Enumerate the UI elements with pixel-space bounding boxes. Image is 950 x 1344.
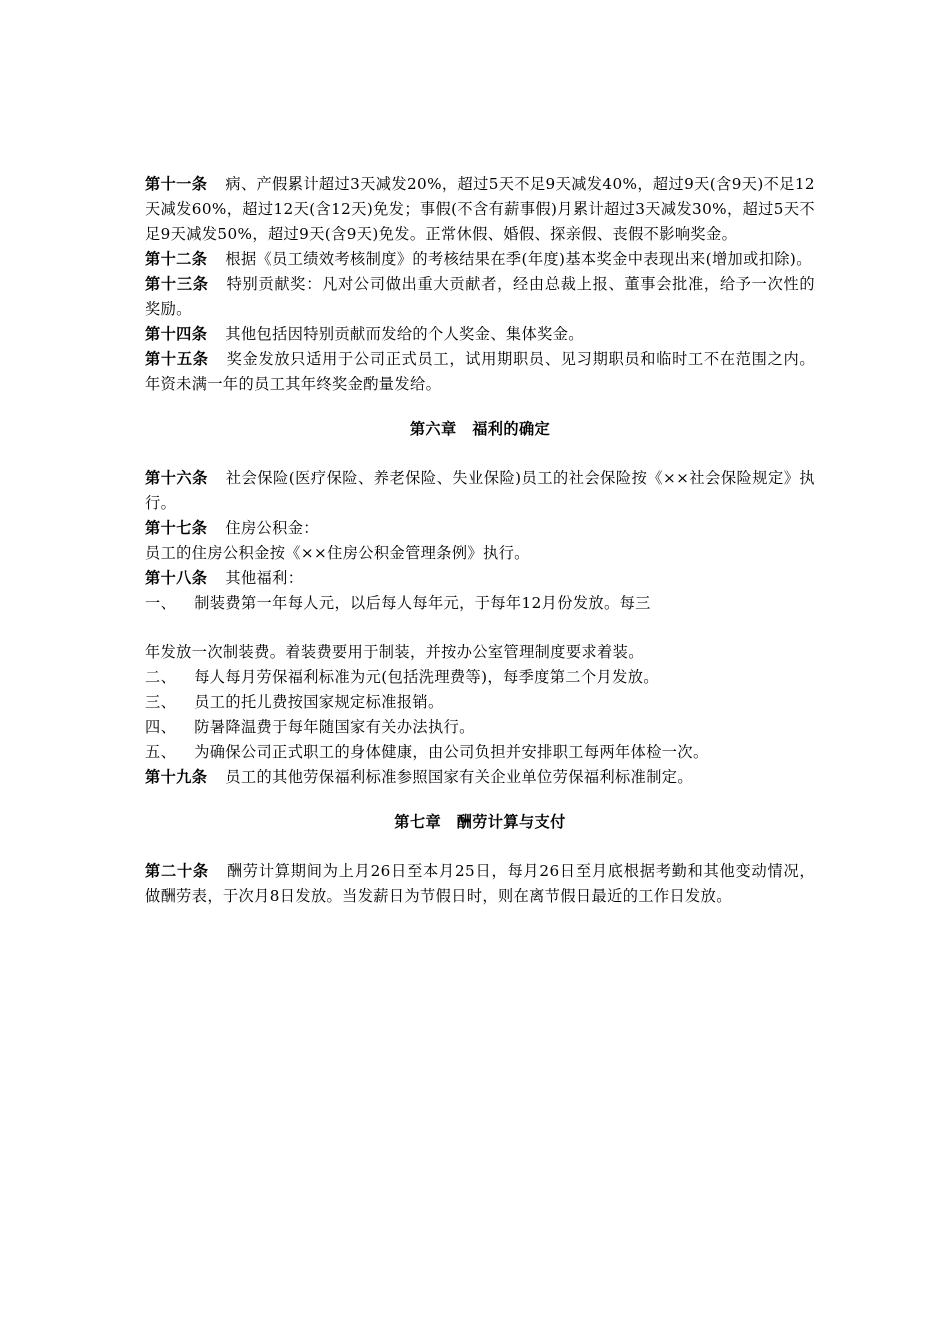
article-13 [145, 272, 815, 322]
article-15 [145, 347, 815, 397]
welfare-item-1 [145, 591, 815, 616]
article-text: 酬劳计算期间为上月26日至本月25日，每月26日至月底根据考勤和其他变动情况，做酬劳表，于次月8日发放。当发薪日为节假日时，则在离节假日最近的工作日发放。 [145, 862, 816, 905]
welfare-item-3 [145, 690, 815, 715]
article-label: 第十八条 [145, 569, 208, 587]
document-body [145, 172, 815, 909]
article-11 [145, 172, 815, 247]
article-label: 第十一条 [145, 175, 208, 193]
item-number: 四、 [145, 718, 177, 736]
article-label: 第十五条 [145, 350, 209, 368]
article-text: 特别贡献奖：凡对公司做出重大贡献者，经由总裁上报、董事会批准，给予一次性的奖励。 [145, 275, 815, 318]
article-12 [145, 247, 815, 272]
article-label: 第十七条 [145, 519, 208, 537]
chapter-heading-7: 第七章 酬劳计算与支付 [394, 813, 566, 831]
article-18 [145, 566, 815, 591]
item-number: 二、 [145, 668, 177, 686]
welfare-item-5 [145, 740, 815, 765]
article-text: 病、产假累计超过3天减发20%，超过5天不足9天减发40%，超过9天(含9天)不足12天减发60%，超过12天(含12天)免发；事假(不含有薪事假)月累计超过3天减发30%，超过5天不足9天减发50%，超过9天(含9天)免发。正常休假、婚假、探亲假、丧假不影响奖金。 [145, 175, 815, 243]
article-label: 第十九条 [145, 768, 208, 786]
article-17-body: 员工的住房公积金按《××住房公积金管理条例》执行。 [145, 544, 530, 562]
item-number: 一、 [145, 594, 177, 612]
article-text: 奖金发放只适用于公司正式员工，试用期职员、见习期职员和临时工不在范围之内。年资未满一年的员工其年终奖金酌量发给。 [145, 350, 815, 393]
item-text: 每人每月劳保福利标准为元(包括洗理费等)，每季度第二个月发放。 [194, 668, 659, 686]
item-text: 防暑降温费于每年随国家有关办法执行。 [194, 718, 475, 736]
welfare-item-4 [145, 715, 815, 740]
article-label: 第十四条 [145, 325, 208, 343]
article-19 [145, 765, 815, 790]
article-text: 其他包括因特别贡献而发给的个人奖金、集体奖金。 [225, 325, 584, 343]
article-14 [145, 322, 815, 347]
article-label: 第十三条 [145, 275, 209, 293]
item-number: 五、 [145, 743, 177, 761]
article-text: 住房公积金： [225, 519, 319, 537]
article-20 [145, 859, 815, 909]
article-text: 员工的其他劳保福利标准参照国家有关企业单位劳保福利标准制定。 [225, 768, 693, 786]
item-number: 三、 [145, 693, 177, 711]
welfare-item-1-continued: 年发放一次制装费。着装费要用于制装，并按办公室管理制度要求着装。 [145, 643, 644, 661]
chapter-heading-6: 第六章 福利的确定 [409, 420, 551, 438]
item-text: 制装费第一年每人元，以后每人每年元，于每年12月份发放。每三 [194, 594, 651, 612]
article-text: 其他福利： [225, 569, 304, 587]
item-text: 员工的托儿费按国家规定标准报销。 [194, 693, 444, 711]
article-text: 根据《员工绩效考核制度》的考核结果在季(年度)基本奖金中表现出来(增加或扣除)。 [225, 250, 812, 268]
article-label: 第十六条 [145, 469, 208, 487]
item-text: 为确保公司正式职工的身体健康，由公司负担并安排职工每两年体检一次。 [194, 743, 709, 761]
welfare-item-2 [145, 665, 815, 690]
article-17 [145, 516, 815, 541]
article-text: 社会保险(医疗保险、养老保险、失业保险)员工的社会保险按《××社会保险规定》执行。 [145, 469, 815, 512]
article-label: 第二十条 [145, 862, 209, 880]
article-16 [145, 466, 815, 516]
article-label: 第十二条 [145, 250, 208, 268]
